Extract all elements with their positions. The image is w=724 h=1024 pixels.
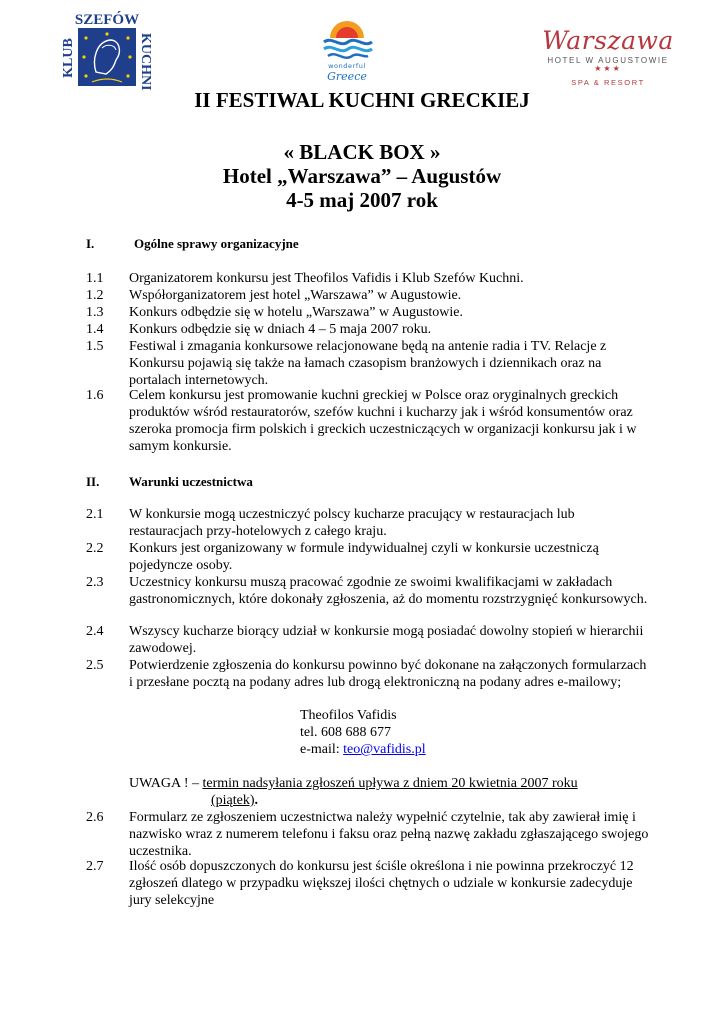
logo-left-text: KLUB xyxy=(61,38,76,78)
notice-prefix: UWAGA ! – xyxy=(129,776,203,791)
date-title: 4-5 maj 2007 rok xyxy=(286,188,438,212)
item-number: 1.1 xyxy=(86,271,104,286)
section-number: II. xyxy=(86,474,100,489)
contact-phone: tel. 608 688 677 xyxy=(300,725,391,740)
greece-text: Greece xyxy=(327,70,367,83)
item-text: Uczestnicy konkursu muszą pracować zgodnie ze swoimi kwalifikacjami w zakładach gastronomicznych, które dokonały zgłoszenia, aż do momentu rozstrzygnięć konkursowych. xyxy=(129,575,648,607)
wonderful-greece-logo xyxy=(318,20,376,86)
email-link[interactable]: teo@vafidis.pl xyxy=(343,742,426,757)
contact-block xyxy=(300,707,426,758)
item-text: Konkurs odbędzie się w dniach 4 – 5 maja 2007 roku. xyxy=(129,322,432,337)
item-number: 1.4 xyxy=(86,322,104,337)
item-number: 1.6 xyxy=(86,388,104,403)
hotel-logo-name: Warszawa xyxy=(542,26,674,55)
section-number: I. xyxy=(86,236,95,251)
deadline-notice xyxy=(129,775,609,809)
hotel-logo-stars: ★★★ xyxy=(594,64,622,73)
section-label: Warunki uczestnictwa xyxy=(129,474,253,489)
item-number: 2.2 xyxy=(86,541,104,556)
item-text: Wszyscy kucharze biorący udział w konkursie mogą posiadać dowolny stopień w hierarchii zawodowej. xyxy=(129,624,644,656)
item-text: W konkursie mogą uczestniczyć polscy kucharze pracujący w restauracjach lub restauracjach przy-hotelowych z całego kraju. xyxy=(129,507,575,539)
notice-end: . xyxy=(254,793,259,808)
item-text: Konkurs odbędzie się w hotelu „Warszawa” w Augustowie. xyxy=(129,305,464,320)
notice-deadline-text: termin nadsyłania zgłoszeń upływa z dniem 20 kwietnia 2007 roku xyxy=(202,776,578,791)
item-number: 2.1 xyxy=(86,507,104,522)
event-subtitle: « BLACK BOX » xyxy=(283,140,441,164)
item-number: 2.3 xyxy=(86,575,104,590)
item-text: Organizatorem konkursu jest Theofilos Vafidis i Klub Szefów Kuchni. xyxy=(129,271,524,286)
section-label: Ogólne sprawy organizacyjne xyxy=(134,236,299,251)
logo-top-text: SZEFÓW xyxy=(74,12,140,28)
item-text: Formularz ze zgłoszeniem uczestnictwa należy wypełnić czytelnie, tak aby zawierał imię i nazwisko wraz z numerem telefonu i faksu oraz pełną nazwę zakładu zgłaszającego swojego uczestnika. xyxy=(129,810,649,859)
logo-right-text: KUCHNI xyxy=(138,33,153,91)
wonderful-text: wonderful xyxy=(328,62,366,70)
item-number: 2.6 xyxy=(86,810,104,825)
contact-name: Theofilos Vafidis xyxy=(300,708,397,723)
hotel-logo-spa: SPA & RESORT xyxy=(571,78,645,87)
item-number: 1.5 xyxy=(86,339,104,354)
hotel-logo-subtitle: HOTEL W AUGUSTOWIE xyxy=(547,56,669,65)
item-text: Ilość osób dopuszczonych do konkursu jest ściśle określona i nie powinna przekroczyć 12 zgłoszeń dlatego w przypadku większej ilości chętnych o udziale w konkursie zadecyduje jury selekcyjne xyxy=(129,859,634,908)
item-number: 2.7 xyxy=(86,859,104,874)
item-number: 1.2 xyxy=(86,288,104,303)
email-label: e-mail: xyxy=(300,742,344,757)
venue-title: Hotel „Warszawa” – Augustów xyxy=(222,164,502,188)
item-text: Celem konkursu jest promowanie kuchni greckiej w Polsce oraz oryginalnych greckich produktów wśród restauratorów, szefów kuchni i kucharzy jak i wśród konsumentów oraz szeroka promocja firm polskich i greckich uczestniczących w organizacji konkursu jak i w samym konkursie. xyxy=(129,388,637,454)
item-text: Konkurs jest organizowany w formule indywidualnej czyli w konkursie uczestniczą pojedyncze osoby. xyxy=(129,541,599,573)
item-number: 2.4 xyxy=(86,624,104,639)
item-text: Potwierdzenie zgłoszenia do konkursu powinno być dokonane na załączonych formularzach i przesłane pocztą na podany adres lub drogą elektroniczną na podany adres e-mailowy; xyxy=(129,658,647,690)
item-number: 1.3 xyxy=(86,305,104,320)
item-text: Festiwal i zmagania konkursowe relacjonowane będą na antenie radia i TV. Relacje z Konkursu pojawią się także na łamach czasopism branżowych i dziennikach oraz na portalach internetowych. xyxy=(129,339,607,388)
notice-day: (piątek) xyxy=(211,793,255,808)
item-number: 2.5 xyxy=(86,658,104,673)
hotel-warszawa-logo xyxy=(532,26,684,90)
item-text: Współorganizatorem jest hotel „Warszawa” w Augustowie. xyxy=(129,288,462,303)
contact-email-line xyxy=(300,741,426,758)
festival-title: II FESTIWAL KUCHNI GRECKIEJ xyxy=(194,88,530,112)
